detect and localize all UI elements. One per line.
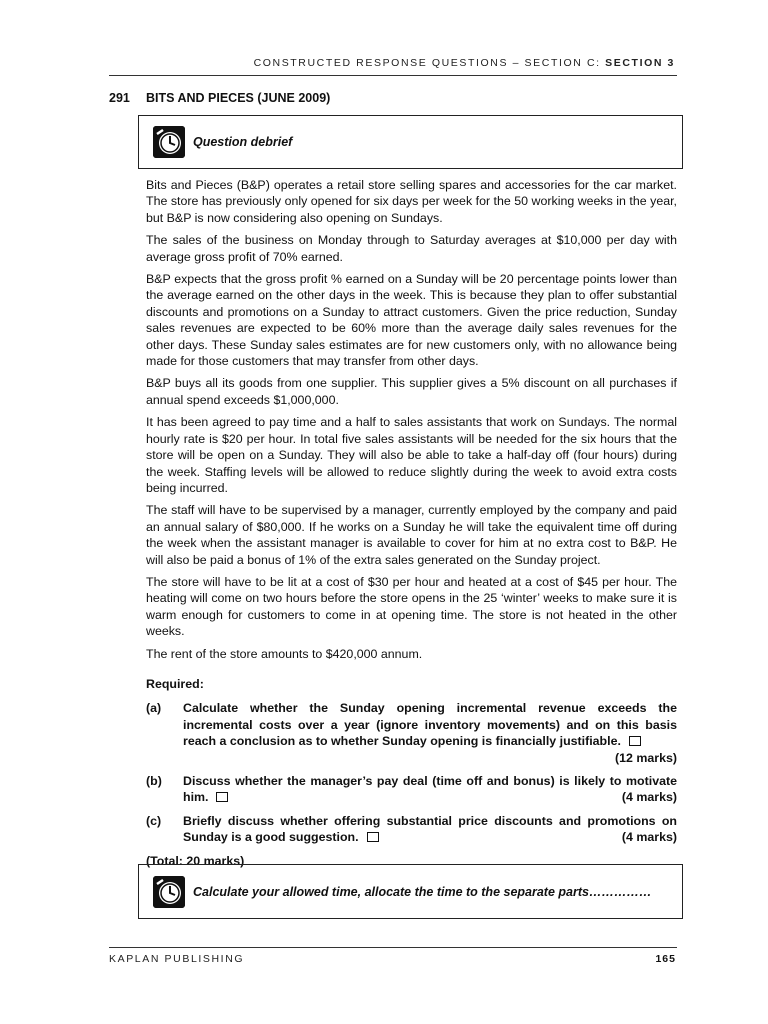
paragraph: Bits and Pieces (B&P) operates a retail store selling spares and accessories for the car market. The store has previously only opened for six days per week for the 50 working weeks in the year, but B&P is now considering also opening on Sundays. (146, 178, 677, 225)
footer-publisher: KAPLAN PUBLISHING (109, 953, 245, 965)
laptop-icon (367, 832, 379, 842)
question-title-text: BITS AND PIECES (JUNE 2009) (146, 91, 331, 105)
required-part-b (146, 773, 677, 806)
total-marks: (Total: 20 marks) (146, 853, 245, 868)
paragraph: B&P buys all its goods from one supplier. This supplier gives a 5% discount on all purchases if annual spend exceeds $1,000,000. (146, 376, 677, 407)
header-rule (109, 75, 677, 76)
paragraph: The staff will have to be supervised by a manager, currently employed by the company and paid an annual salary of $80,000. If he works on a Sunday he will take the equivalent time off during the week when the assistant manager is available to cover for him at no extra cost to B&P. He will also be paid a bonus of 1% of the extra sales generated on the Sunday project. (146, 503, 677, 567)
paragraph: B&P expects that the gross profit % earned on a Sunday will be 20 percentage points lower than the average earned on the other days in the week. This is because they plan to offer substantial discounts and promotions on a Sunday to attract customers. Given the price reduction, Sunday sales revenues are expected to be 60% more than the average daily sales revenues for the other days. These Sunday sales estimates are for new customers only, with no allowance being made for those customers that may transfer from other days. (146, 272, 677, 369)
part-marks: (4 marks) (621, 830, 677, 845)
part-label: (c) (146, 813, 162, 828)
laptop-icon (216, 792, 228, 802)
question-debrief-box (138, 115, 683, 169)
part-marks: (4 marks) (621, 790, 677, 805)
paragraph: The sales of the business on Monday through to Saturday averages at $10,000 per day with average gross profit of 70% earned. (146, 233, 677, 264)
calculator-icon (629, 736, 641, 746)
footer-rule (109, 947, 677, 948)
paragraph: It has been agreed to pay time and a half to sales assistants that work on Sundays. The normal hourly rate is $20 per hour. In total five sales assistants will be needed for the six hours that the store will be open on a Sunday. They will also be able to take a half-day off (four hours) during the week. Staffing levels will be allowed to reduce slightly during the week to avoid extra costs being incurred. (146, 415, 677, 495)
page-number: 165 (655, 953, 676, 965)
part-marks: (12 marks) (615, 750, 677, 765)
required-part-a (146, 700, 677, 766)
part-text: Briefly discuss whether offering substantial price discounts and promotions on Sunday is a good suggestion. (183, 813, 677, 845)
question-number: 291 (109, 91, 130, 105)
paragraph: The rent of the store amounts to $420,000 annum. (146, 646, 423, 661)
part-text: Discuss whether the manager’s pay deal (time off and bonus) is likely to motivate him. (183, 774, 677, 805)
allowed-time-text: Calculate your allowed time, allocate the time to the separate parts…………… (193, 884, 652, 899)
allowed-time-box (138, 864, 683, 919)
running-header (254, 57, 675, 69)
required-label: Required: (146, 676, 204, 691)
question-body (146, 177, 677, 875)
debrief-text: Question debrief (193, 135, 293, 149)
part-text: Calculate whether the Sunday opening incremental revenue exceeds the incremental costs over a year (ignore inventory movements) and on this basis reach a conclusion as to whether Sunday opening is financially justifiable. (183, 701, 677, 749)
header-section-bold: SECTION 3 (605, 57, 675, 69)
question-title (109, 91, 330, 105)
part-label: (b) (146, 774, 162, 788)
clock-icon (153, 876, 185, 908)
paragraph: The store will have to be lit at a cost of $30 per hour and heated at a cost of $45 per hour. The heating will come on two hours before the store opens in the 25 ‘winter’ weeks to make sure it is warm enough for customers to come in at opening time. The store is not heated in the other weeks. (146, 574, 677, 639)
required-part-c (146, 813, 677, 846)
header-section-text: CONSTRUCTED RESPONSE QUESTIONS – SECTION C: (253, 57, 606, 69)
clock-icon (153, 126, 185, 158)
part-label: (a) (146, 701, 162, 716)
